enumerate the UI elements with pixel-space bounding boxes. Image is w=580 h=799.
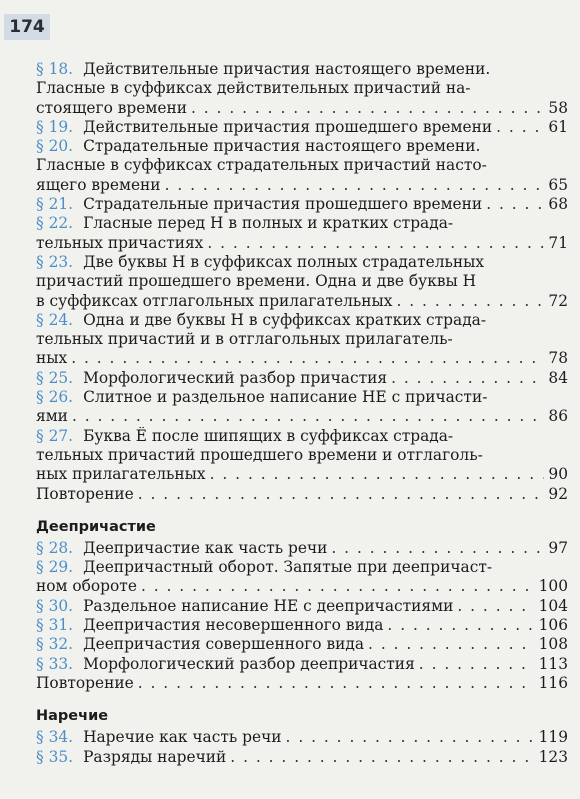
toc-entry-title: Гласные в суффиксах страдательных причастий насто- <box>36 156 487 175</box>
section-number: § 34. <box>36 728 74 747</box>
toc-entry-line <box>36 655 568 674</box>
toc-page-number: 116 <box>538 673 568 692</box>
toc-page-number: 86 <box>548 407 568 426</box>
toc-entry-title: в суффиксах отглагольных прилагательных <box>36 291 393 310</box>
section-number: § 26. <box>36 388 74 407</box>
section-number: § 24. <box>36 310 74 329</box>
section-number: § 27. <box>36 426 74 445</box>
toc-page-number: 78 <box>548 349 568 368</box>
toc-entry-title: стоящего времени <box>36 98 187 117</box>
toc-entry-line <box>36 118 568 137</box>
toc-entry-title: Буква Ё после шипящих в суффиксах страда- <box>83 426 454 445</box>
leader-dots <box>419 655 535 674</box>
section-number: § 18. <box>36 60 74 78</box>
toc-entry-title: Гласные перед Н в полных и кратких страда- <box>83 214 454 233</box>
toc-entry-title: Страдательные причастия прошедшего времени <box>83 195 483 214</box>
toc-entry <box>36 655 568 674</box>
leader-dots <box>496 118 544 137</box>
toc-page-number: 113 <box>538 654 568 673</box>
toc-entry-title: Деепричастный оборот. Запятые при деепричаст- <box>83 558 493 577</box>
section-number: § 19. <box>36 117 74 136</box>
leader-dots <box>457 597 534 616</box>
table-of-contents <box>36 60 568 767</box>
toc-entry-title: Раздельное написание НЕ с деепричастиями <box>83 596 454 615</box>
toc-entry-title: ями <box>36 407 68 426</box>
section-number: § 29. <box>36 558 74 577</box>
toc-entry-title: ных прилагательных <box>36 465 206 484</box>
section-number: § 32. <box>36 635 74 654</box>
toc-entry-title: Повторение <box>36 673 134 692</box>
toc-entry-title: Слитное и раздельное написание НЕ с причасти- <box>83 388 488 407</box>
toc-entry <box>36 616 568 635</box>
toc-entry <box>36 728 568 747</box>
leader-dots <box>331 539 544 558</box>
toc-page-number: 123 <box>538 747 568 766</box>
toc-entry-title: Действительные причастия настоящего времени. <box>83 60 491 78</box>
toc-entry-line <box>36 330 568 349</box>
toc-entry <box>36 137 568 195</box>
toc-entry-line <box>36 597 568 616</box>
toc-entry-line <box>36 388 568 407</box>
leader-dots <box>138 485 545 504</box>
toc-entry-line <box>36 176 568 195</box>
toc-entry-title: Наречие как часть речи <box>83 728 282 747</box>
toc-entry-line <box>36 407 568 426</box>
toc-entry <box>36 635 568 654</box>
toc-entry-line <box>36 369 568 388</box>
toc-page-number: 58 <box>548 98 568 117</box>
toc-entry-title: причастий прошедшего времени. Одна и две буквы Н <box>36 272 477 291</box>
leader-dots <box>138 674 535 693</box>
section-number: § 31. <box>36 616 74 635</box>
toc-entry-title: Две буквы Н в суффиксах полных страдательных <box>83 252 485 271</box>
toc-entry <box>36 60 568 118</box>
toc-page-number: 65 <box>548 175 568 194</box>
toc-page-number: 108 <box>538 635 568 654</box>
toc-page-number: 61 <box>548 117 568 136</box>
section-number: § 25. <box>36 368 74 387</box>
toc-entry-title: Деепричастия несовершенного вида <box>83 616 384 635</box>
toc-entry-line <box>36 446 568 465</box>
toc-entry-line <box>36 539 568 558</box>
toc-entry-title: тельных причастиях <box>36 233 204 252</box>
toc-entry <box>36 748 568 767</box>
toc-entry-line <box>36 272 568 291</box>
toc-entry-line <box>36 253 568 272</box>
leader-dots <box>141 577 535 596</box>
toc-entry-title: ном обороте <box>36 577 137 596</box>
toc-group-participles <box>36 60 568 504</box>
toc-entry-line <box>36 577 568 596</box>
section-heading-gerund: Деепричастие <box>36 518 156 535</box>
leader-dots <box>396 292 544 311</box>
toc-entry-line <box>36 195 568 214</box>
section-number: § 20. <box>36 137 74 156</box>
leader-dots <box>71 349 544 368</box>
toc-entry-title: ных <box>36 349 68 368</box>
toc-entry-line <box>36 349 568 368</box>
toc-entry <box>36 388 568 427</box>
toc-entry-line <box>36 674 568 693</box>
toc-entry <box>36 539 568 558</box>
toc-entry-title: Морфологический разбор причастия <box>83 368 388 387</box>
toc-entry <box>36 558 568 597</box>
toc-entry-title: Страдательные причастия настоящего времени. <box>83 137 481 156</box>
toc-entry-title: Деепричастия совершенного вида <box>83 635 365 654</box>
leader-dots <box>72 407 544 426</box>
toc-page-number: 90 <box>548 465 568 484</box>
toc-entry-line <box>36 156 568 175</box>
toc-page-number: 104 <box>538 596 568 615</box>
toc-entry-title: Одна и две буквы Н в суффиксах кратких страда- <box>83 310 487 329</box>
toc-entry-title: Морфологический разбор деепричастия <box>83 654 415 673</box>
toc-entry-title: Гласные в суффиксах действительных причастий на- <box>36 79 471 98</box>
toc-page-number: 84 <box>548 368 568 387</box>
toc-entry-line <box>36 748 568 767</box>
toc-entry <box>36 214 568 253</box>
toc-page-number: 106 <box>538 616 568 635</box>
toc-entry <box>36 369 568 388</box>
toc-entry <box>36 253 568 311</box>
toc-entry <box>36 597 568 616</box>
section-heading-adverb: Наречие <box>36 708 109 725</box>
toc-page-number: 68 <box>548 195 568 214</box>
toc-entry <box>36 195 568 214</box>
leader-dots <box>486 195 544 214</box>
toc-page-number: 92 <box>548 484 568 503</box>
toc-entry-line <box>36 616 568 635</box>
toc-group-gerund <box>36 539 568 693</box>
toc-entry-title: ящего времени <box>36 175 161 194</box>
toc-page-number: 119 <box>538 728 568 747</box>
toc-entry-line <box>36 465 568 484</box>
toc-entry-line <box>36 214 568 233</box>
toc-page-number: 97 <box>548 538 568 557</box>
toc-entry-title: Действительные причастия прошедшего времени <box>83 117 493 136</box>
toc-entry <box>36 427 568 485</box>
leader-dots <box>286 728 535 747</box>
leader-dots <box>165 176 545 195</box>
section-number: § 22. <box>36 214 74 233</box>
toc-entry-line <box>36 234 568 253</box>
toc-entry-line <box>36 60 568 79</box>
toc-page-number: 100 <box>538 577 568 596</box>
section-number: § 28. <box>36 538 74 557</box>
toc-entry-line <box>36 728 568 747</box>
section-number: § 35. <box>36 747 74 766</box>
leader-dots <box>207 234 544 253</box>
toc-entry-line <box>36 99 568 118</box>
toc-entry <box>36 674 568 693</box>
toc-entry-line <box>36 79 568 98</box>
toc-entry <box>36 311 568 369</box>
leader-dots <box>230 748 534 767</box>
toc-entry-line <box>36 635 568 654</box>
toc-entry-line <box>36 311 568 330</box>
toc-entry-line <box>36 427 568 446</box>
leader-dots <box>210 465 545 484</box>
toc-entry-title: Повторение <box>36 484 134 503</box>
toc-entry-line <box>36 292 568 311</box>
toc-entry <box>36 118 568 137</box>
toc-entry-line <box>36 137 568 156</box>
toc-group-adverb <box>36 728 568 767</box>
toc-entry-line <box>36 485 568 504</box>
toc-entry-title: Разряды наречий <box>83 747 227 766</box>
toc-page-number: 71 <box>548 233 568 252</box>
section-number: § 30. <box>36 596 74 615</box>
toc-page-number: 72 <box>548 291 568 310</box>
toc-entry-title: тельных причастий прошедшего времени и отглаголь- <box>36 445 483 464</box>
toc-entry <box>36 485 568 504</box>
leader-dots <box>391 369 544 388</box>
leader-dots <box>191 99 544 118</box>
section-number: § 21. <box>36 195 74 214</box>
leader-dots <box>387 616 534 635</box>
leader-dots <box>368 635 535 654</box>
toc-entry-title: Деепричастие как часть речи <box>83 538 328 557</box>
section-number: § 33. <box>36 654 74 673</box>
section-number: § 23. <box>36 252 74 271</box>
toc-entry-line <box>36 558 568 577</box>
page-number: 174 <box>4 14 50 40</box>
toc-entry-title: тельных причастий и в отглагольных прилагатель- <box>36 330 453 349</box>
